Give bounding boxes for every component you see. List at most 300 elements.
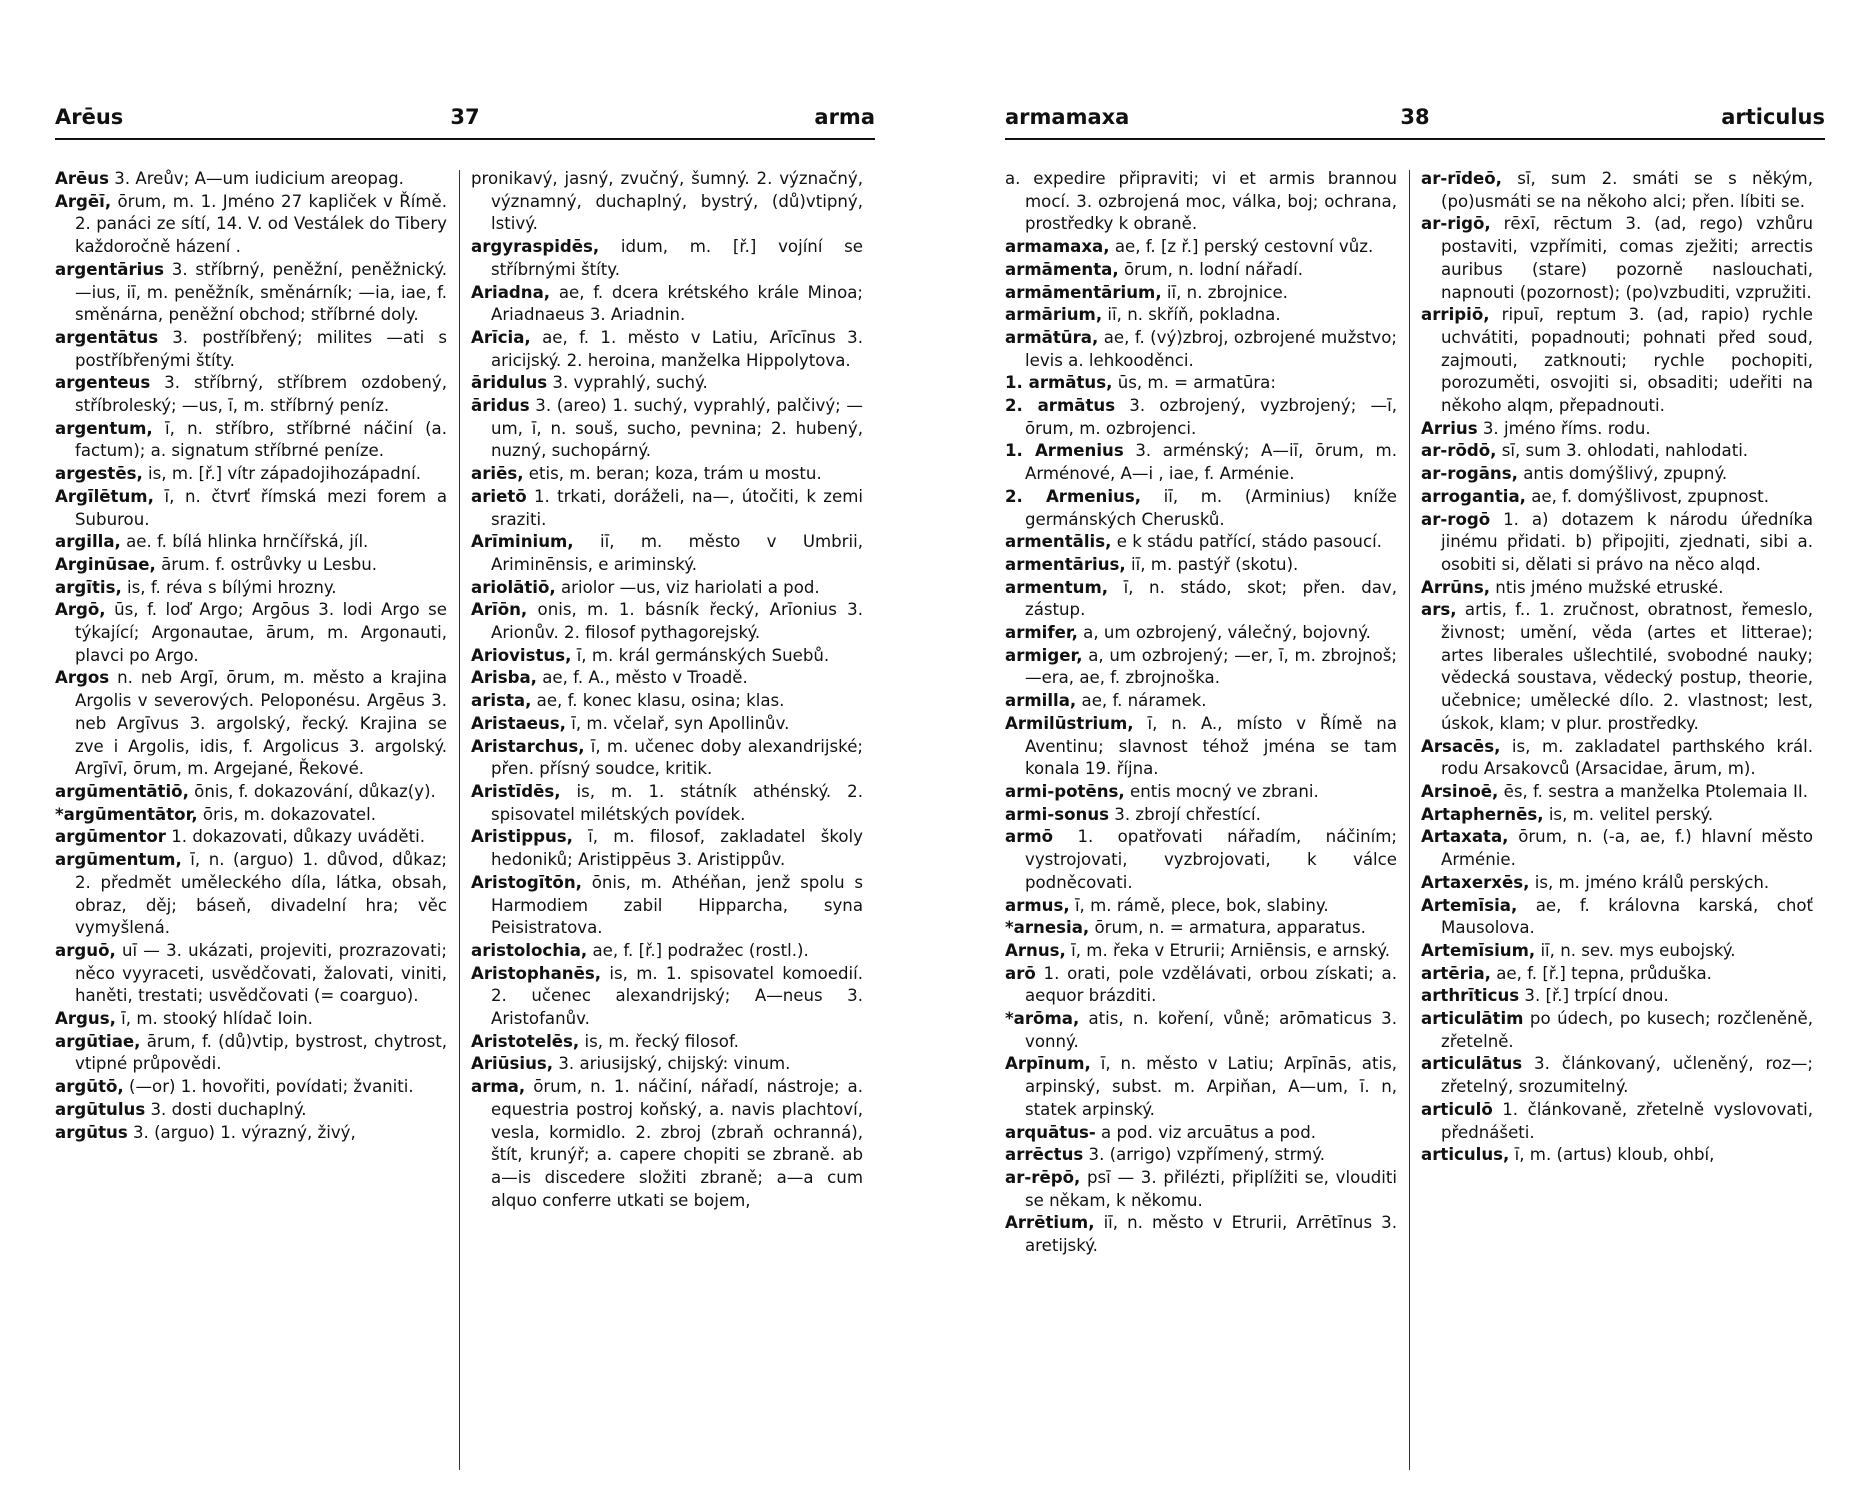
dictionary-entry: [55, 418, 447, 463]
headword: 2. armātus: [1005, 396, 1116, 416]
definition: (—or) 1. hovořiti, povídati; žvaniti.: [123, 1077, 414, 1097]
headword: Aristophanēs,: [471, 963, 602, 983]
headword: 2. Armenius,: [1005, 486, 1142, 506]
definition: ī, n. stříbro, stříbrné náčiní (a. factum); a. signatum stříbrné peníze.: [75, 418, 447, 461]
definition: sī, sum 3. ohlodati, nahlodati.: [1496, 441, 1749, 461]
dictionary-entry: [1421, 509, 1813, 577]
dictionary-entry: [1005, 327, 1397, 372]
headword: Artaxerxēs,: [1421, 872, 1530, 892]
dictionary-entry: [471, 667, 863, 690]
definition: 3. vyprahlý, suchý.: [547, 373, 708, 393]
dictionary-entry: [471, 372, 863, 395]
dictionary-entry: [1005, 713, 1397, 781]
dictionary-entry: [1005, 304, 1397, 327]
page-number: 37: [450, 105, 480, 129]
headword: āridulus: [471, 373, 548, 393]
dictionary-entry: [1005, 963, 1397, 1008]
definition: iī, n. město v Etrurii, Arrētīnus 3. aretijský.: [1025, 1213, 1397, 1256]
headword: Aristogītōn,: [471, 872, 582, 892]
definition: ōrum, n. 1. náčiní, nářadí, nástroje; a. equestria postroj koňský, a. navis plachtoví, vesla, kormidlo. 2. zbroj (zbraň ochranná), štít, krunýř; a. capere chopiti se zbraně. ab a—is discedere složiti zbraně; a—a cum alquo conferre utkati se bojem,: [491, 1077, 863, 1210]
definition: 3. (arguo) 1. výrazný, živý,: [127, 1122, 356, 1142]
dictionary-entry: [1005, 895, 1397, 918]
header-guide-word-right: arma: [814, 105, 875, 129]
dictionary-entry: [1005, 917, 1397, 940]
definition: 3. zbrojí chřestící.: [1109, 804, 1261, 824]
headword: argūtus: [55, 1122, 128, 1142]
dictionary-entry: [55, 486, 447, 531]
entry-column-1: [1005, 168, 1397, 1488]
definition: 3. dosti duchaplný.: [145, 1099, 307, 1119]
headword: argūtiae,: [55, 1031, 141, 1051]
definition: 3. stříbrný, stříbrem ozdobený, stříbroleský; —us, ī, m. stříbrný peníz.: [75, 373, 447, 416]
dictionary-entry: [471, 940, 863, 963]
dictionary-entry: [1421, 895, 1813, 940]
dictionary-entry: [471, 168, 863, 236]
definition: 1. trkati, doráželi, na—, útočiti, k zemi sraziti.: [491, 486, 863, 529]
definition: 1. dokazovati, důkazy uváděti.: [165, 827, 426, 847]
right-page: [1005, 0, 1825, 1500]
headword: Arrētium,: [1005, 1213, 1095, 1233]
headword: argentārius: [55, 259, 165, 279]
headword: *arōma,: [1005, 1009, 1080, 1029]
headword: argūtō,: [55, 1077, 124, 1097]
definition: ae, f. náramek.: [1076, 691, 1207, 711]
entry-column-1: [55, 168, 447, 1488]
definition: 3. Areův; A—um iudicium areopag.: [108, 169, 404, 188]
dictionary-entry: [55, 781, 447, 804]
definition: ae, f. konec klasu, osina; klas.: [531, 691, 785, 711]
page-header: [1005, 105, 1825, 135]
dictionary-entry: [55, 1031, 447, 1076]
dictionary-entry: [471, 395, 863, 463]
dictionary-entry: [1005, 826, 1397, 894]
dictionary-entry: [1421, 304, 1813, 418]
dictionary-entry: [55, 259, 447, 327]
definition: 3. (areo) 1. suchý, vyprahlý, palčivý; —um, ī, n. souš, sucho, pevnina; 2. hubený, nuzný, suchopárný.: [491, 396, 863, 461]
dictionary-entry: [55, 849, 447, 940]
definition: n. neb Argī, ōrum, m. město a krajina Argolis v severových. Peloponésu. Argēus 3. neb Argīvus 3. argolský, řecký. Krajina se zve i Argolis, idis, f. Argolicus 3. argolský. Argīvī, ōrum, m. Argejané, Řekové.: [75, 668, 447, 779]
headword: Arrius: [1421, 418, 1478, 438]
dictionary-entry: [55, 1099, 447, 1122]
headword: armāmenta,: [1005, 259, 1119, 279]
definition: ārum. f. ostrůvky u Lesbu.: [155, 554, 378, 574]
dictionary-entry: [1005, 236, 1397, 259]
definition: ī, m. král germánských Suebů.: [571, 645, 830, 665]
headword: Argō,: [55, 600, 106, 620]
entry-column-2: [1421, 168, 1813, 1488]
definition: iī, n. skříň, pokladna.: [1102, 305, 1281, 325]
dictionary-entry: [1005, 1144, 1397, 1167]
definition: is, m. 1. spisovatel komoedií. 2. učenec alexandrijský; A—neus 3. Aristofanův.: [491, 963, 863, 1029]
dictionary-entry: [471, 826, 863, 871]
headword: Aristarchus,: [471, 736, 585, 756]
definition: 3. postříbřený; milites —ati s postříbřenými štíty.: [75, 327, 447, 370]
definition: iī, n. zbrojnice.: [1161, 282, 1288, 302]
headword: armi-sonus: [1005, 804, 1110, 824]
dictionary-entry: [1005, 622, 1397, 645]
dictionary-entry: [471, 736, 863, 781]
definition: 3. článkovaný, učleněný, roz—; zřetelný, srozumitelný.: [1441, 1054, 1813, 1097]
definition: ōnis, m. Athéňan, jenž spolu s Harmodiem zabil Hipparcha, syna Peisistratova.: [491, 872, 863, 938]
headword: armiger,: [1005, 645, 1083, 665]
definition: is, m. velitel perský.: [1543, 804, 1714, 824]
headword: ar-rogō: [1421, 509, 1491, 529]
dictionary-entry: [471, 463, 863, 486]
headword: ariolātiō,: [471, 577, 556, 597]
headword: argentātus: [55, 327, 159, 347]
dictionary-entry: [471, 781, 863, 826]
dictionary-entry: [55, 599, 447, 667]
headword: Argīlētum,: [55, 486, 154, 506]
dictionary-entry: [1005, 645, 1397, 690]
headword: Arsacēs,: [1421, 736, 1501, 756]
headword: Aristotelēs,: [471, 1031, 580, 1051]
definition: idum, m. [ř.] vojíní se stříbrnými štíty.: [491, 237, 863, 279]
dictionary-entry: [1005, 1122, 1397, 1145]
headword: Ariadna,: [471, 282, 551, 302]
dictionary-entry: [1005, 577, 1397, 622]
definition: is, m. zakladatel parthského král. rodu Arsakovců (Arsacidae, ārum, m).: [1441, 736, 1813, 779]
definition: 3. stříbrný, peněžní, peněžnický. —ius, iī, m. peněžník, směnárník; —ia, iae, f. směnárna, peněžní obchod; stříbrné doly.: [75, 259, 447, 325]
dictionary-entry: [1421, 577, 1813, 600]
definition: ae, f. A., město v Troadě.: [536, 668, 748, 688]
dictionary-entry: [1005, 804, 1397, 827]
definition: ī, m. včelař, syn Apollinův.: [565, 713, 790, 733]
dictionary-entry: [1005, 440, 1397, 485]
dictionary-entry: [1005, 168, 1397, 236]
dictionary-entry: [1005, 486, 1397, 531]
definition: a pod. viz arcuātus a pod.: [1095, 1122, 1316, 1142]
dictionary-entry: [55, 372, 447, 417]
headword: ar-rigō,: [1421, 214, 1491, 234]
headword: Aristippus,: [471, 827, 573, 847]
dictionary-entry: [471, 577, 863, 600]
entry-column-2: [471, 168, 863, 1488]
dictionary-entry: [471, 1031, 863, 1054]
header-guide-word-right: articulus: [1721, 105, 1825, 129]
dictionary-entry: [1421, 599, 1813, 735]
headword: armentum,: [1005, 577, 1109, 597]
dictionary-entry: [55, 1076, 447, 1099]
headword: Aristīdēs,: [471, 781, 561, 801]
definition: ī, m. (artus) kloub, ohbí,: [1509, 1145, 1715, 1165]
dictionary-entry: [1421, 463, 1813, 486]
headword: Ariovistus,: [471, 645, 572, 665]
definition: is, m. jméno králů perských.: [1529, 872, 1770, 892]
headword: Arginūsae,: [55, 554, 156, 574]
definition: ūs, m. = armatūra:: [1112, 373, 1276, 393]
dictionary-entry: [55, 826, 447, 849]
headword: Arrūns,: [1421, 577, 1491, 597]
headword: *argūmentātor,: [55, 804, 198, 824]
dictionary-entry: [1421, 418, 1813, 441]
headword: Argos: [55, 668, 110, 688]
headword: articulō: [1421, 1099, 1493, 1119]
definition: ōrum, n. lodní nářadí.: [1118, 259, 1304, 279]
dictionary-entry: [1421, 1099, 1813, 1144]
definition: 3. (arrigo) vzpřímený, strmý.: [1083, 1145, 1326, 1165]
headword: arrēctus: [1005, 1145, 1084, 1165]
dictionary-entry: [55, 191, 447, 259]
dictionary-entry: [1005, 282, 1397, 305]
dictionary-entry: [471, 531, 863, 576]
headword: armi-potēns,: [1005, 781, 1125, 801]
dictionary-entry: [1005, 1212, 1397, 1257]
headword: ar-rōdō,: [1421, 441, 1497, 461]
headword: Argus,: [55, 1009, 116, 1029]
definition: iī, m. (Arminius) kníže germánských Cherusků.: [1025, 486, 1397, 529]
definition: ae, f. [ř.] tepna, průduška.: [1490, 963, 1712, 983]
headword: argūtulus: [55, 1099, 146, 1119]
dictionary-entry: [1421, 872, 1813, 895]
dictionary-entry: [471, 872, 863, 940]
dictionary-entry: [471, 690, 863, 713]
left-page: [55, 0, 875, 1500]
definition: uī — 3. ukázati, projeviti, prozrazovati; něco vyyraceti, usvědčovati, žalovati, viniti, haněti, trestati; usvědčovati (= coarguo).: [75, 940, 447, 1006]
headword: argentum,: [55, 418, 153, 438]
definition: ōnis, f. dokazování, důkaz(y).: [188, 781, 436, 801]
headword: Aristaeus,: [471, 713, 566, 733]
dictionary-entry: [1005, 1053, 1397, 1121]
dictionary-entry: [55, 463, 447, 486]
definition: ntis jméno mužské etruské.: [1490, 577, 1724, 597]
dictionary-entry: [1421, 486, 1813, 509]
dictionary-entry: [471, 236, 863, 281]
headword: Artemīsium,: [1421, 940, 1536, 960]
headword: Arēus: [55, 169, 109, 188]
dictionary-entry: [1421, 1053, 1813, 1098]
headword: Ariūsius,: [471, 1054, 554, 1074]
definition: ūs, f. loď Argo; Argōus 3. lodi Argo se týkající; Argonautae, ārum, m. Argonauti, plavci po Argo.: [75, 600, 447, 665]
definition: iī, m. pastýř (skotu).: [1125, 554, 1299, 574]
definition: 3. ariusijský, chijský: vinum.: [553, 1054, 791, 1074]
headword: armamaxa,: [1005, 237, 1110, 257]
definition: is, m. 1. státník athénský. 2. spisovatel milétských povídek.: [491, 781, 863, 824]
dictionary-entry: [55, 327, 447, 372]
dictionary-entry: [1421, 1008, 1813, 1053]
definition: ī, m. učenec doby alexandrijské; přen. přísný soudce, kritik.: [491, 736, 863, 779]
definition: a. expedire připraviti; vi et armis brannou mocí. 3. ozbrojená moc, válka, boj; ochrana, prostředky k obraně.: [1005, 169, 1397, 234]
headword: 1. armātus,: [1005, 373, 1113, 393]
dictionary-entry: [1005, 1008, 1397, 1053]
definition: psī — 3. přilézti, připlížiti se, vlouditi se někam, k někomu.: [1025, 1167, 1397, 1210]
headword: armārium,: [1005, 305, 1103, 325]
definition: ae, f. 1. město v Latiu, Arīcīnus 3. aricijský. 2. heroina, manželka Hippolytova.: [491, 327, 863, 370]
definition: ripuī, reptum 3. (ad, rapio) rychle uchvátiti, popadnouti; pohnati před soud, zajmouti, zatknouti; rychle pochopiti, porozuměti, osvojiti si, obsaditi; udeřiti na někoho alqm, přepadnouti.: [1441, 305, 1813, 416]
definition: etis, m. beran; koza, trám u mostu.: [523, 464, 822, 484]
definition: ī, n. stádo, skot; přen. dav, zástup.: [1025, 577, 1397, 620]
dictionary-entry: [471, 599, 863, 644]
headword: armilla,: [1005, 691, 1077, 711]
dictionary-entry: [55, 554, 447, 577]
headword: Arpīnum,: [1005, 1054, 1091, 1074]
dictionary-entry: [471, 713, 863, 736]
definition: ōris, m. dokazovatel.: [197, 804, 377, 824]
definition: ārum, f. (dů)vtip, bystrost, chytrost, vtipné průpovědi.: [75, 1031, 447, 1074]
dictionary-entry: [55, 804, 447, 827]
headword: 1. Armenius: [1005, 441, 1124, 461]
dictionary-entry: [55, 667, 447, 781]
column-divider: [1409, 170, 1410, 1470]
dictionary-entry: [1005, 940, 1397, 963]
dictionary-entry: [1421, 440, 1813, 463]
definition: ī, m. stooký hlídač Ioin.: [115, 1009, 313, 1029]
headword: armō: [1005, 827, 1054, 847]
headword: ar-rēpō,: [1005, 1167, 1081, 1187]
headword: ariēs,: [471, 464, 524, 484]
definition: is, m. řecký filosof.: [579, 1031, 739, 1051]
headword: ars,: [1421, 600, 1457, 620]
definition: is, m. [ř.] vítr západojihozápadní.: [142, 464, 422, 484]
headword: āridus: [471, 396, 530, 416]
definition: ī, n. čtvrť římská mezi forem a Suburou.: [75, 486, 447, 529]
definition: 3. arménský; A—iī, ōrum, m. Arménové, A—i , iae, f. Arménie.: [1025, 441, 1397, 484]
definition: ae, f. dcera krétského krále Minoa; Ariadnaeus 3. Ariadnin.: [491, 282, 863, 325]
headword: argyraspidēs,: [471, 237, 600, 257]
headword: Argēī,: [55, 191, 112, 211]
header-guide-word-left: armamaxa: [1005, 105, 1130, 129]
definition: 1. orati, pole vzdělávati, orbou získati; a. aequor brázditi.: [1025, 963, 1397, 1006]
dictionary-entry: [471, 486, 863, 531]
definition: onis, m. 1. básník řecký, Arīonius 3. Arionův. 2. filosof pythagorejský.: [491, 600, 863, 643]
definition: 3. [ř.] trpící dnou.: [1519, 986, 1669, 1006]
dictionary-entry: [1005, 531, 1397, 554]
headword: ar-rogāns,: [1421, 464, 1518, 484]
definition: ae, f. [ř.] podražec (rostl.).: [587, 940, 809, 960]
definition: 1. opatřovati nářadím, náčiním; vystrojovati, vyzbrojovati, k válce podněcovati.: [1025, 827, 1397, 892]
headword: argūmentum,: [55, 850, 182, 870]
dictionary-entry: [471, 645, 863, 668]
page-header: [55, 105, 875, 135]
dictionary-entry: [471, 282, 863, 327]
dictionary-entry: [55, 577, 447, 600]
definition: iī, m. město v Umbrii, Ariminēnsis, e ariminský.: [491, 532, 863, 574]
definition: po údech, po kusech; rozčleněně, zřetelně.: [1441, 1009, 1813, 1051]
dictionary-entry: [1421, 804, 1813, 827]
headword: arō: [1005, 963, 1036, 983]
headword: argūmentor: [55, 827, 166, 847]
headword: arripiō,: [1421, 305, 1490, 325]
headword: arrogantia,: [1421, 486, 1526, 506]
dictionary-entry: [1421, 736, 1813, 781]
definition: a, um ozbrojený, válečný, bojovný.: [1077, 623, 1371, 643]
definition: ariolor —us, viz hariolati a pod.: [555, 577, 820, 597]
header-rule: [1005, 138, 1825, 140]
dictionary-entry: [471, 1053, 863, 1076]
headword: argītis,: [55, 577, 122, 597]
headword: Arnus,: [1005, 940, 1066, 960]
definition: ī, m. řeka v Etrurii; Arniēnsis, e arnský.: [1065, 940, 1391, 960]
headword: Artemīsia,: [1421, 895, 1518, 915]
headword: armus,: [1005, 895, 1070, 915]
definition: iī, n. sev. mys eubojský.: [1535, 940, 1736, 960]
headword: argenteus: [55, 373, 151, 393]
definition: 1. a) dotazem k národu úředníka jinému přidati. b) připojiti, zjednati, sibi a. osobiti si, dělati si právo na něco alqd.: [1441, 509, 1813, 574]
definition: 3. ozbrojený, vyzbrojený; —ī, ōrum, m. ozbrojenci.: [1025, 396, 1397, 438]
headword: arista,: [471, 691, 532, 711]
definition: artis, f.. 1. zručnost, obratnost, řemeslo, živnost; umění, věda (artes et litterae); artes liberales ušlechtilé, svobodné nauky; vědecká soustava, vědecký postup, theorie, učebnice; umělecké dílo. 2. vlastnost; lest, úskok, klam; v plur. prostředky.: [1441, 600, 1813, 733]
headword: Arīminium,: [471, 532, 574, 552]
definition: ae, f. královna karská, choť Mausolova.: [1441, 895, 1813, 938]
headword: armentārius,: [1005, 554, 1126, 574]
headword: articulus,: [1421, 1145, 1510, 1165]
dictionary-entry: [471, 327, 863, 372]
dictionary-entry: [55, 531, 447, 554]
headword: artēria,: [1421, 963, 1491, 983]
headword: Armilūstrium,: [1005, 713, 1134, 733]
headword: argilla,: [55, 532, 121, 552]
headword: arquātus-: [1005, 1122, 1096, 1142]
definition: antis domýšlivý, zpupný.: [1517, 464, 1728, 484]
definition: ī, n. město v Latiu; Arpīnās, atis, arpinský, subst. m. Arpiňan, A—um, ī. n, statek arpinský.: [1025, 1054, 1397, 1119]
dictionary-entry: [1005, 554, 1397, 577]
headword: Artaphernēs,: [1421, 804, 1544, 824]
dictionary-entry: [1421, 985, 1813, 1008]
column-divider: [459, 170, 460, 1470]
definition: sī, sum 2. smáti se s někým, (po)usmáti se na někoho alci; přen. líbiti se.: [1441, 169, 1813, 211]
dictionary-entry: [1421, 168, 1813, 213]
definition: rēxī, rēctum 3. (ad, rego) vzhůru postaviti, vzpřímiti, comas zježiti; arrectis auribus (stare) pozorně naslouchati, napnouti (pozornost); (po)vzbuditi, vzpružiti.: [1441, 214, 1813, 302]
definition: ōrum, n. = armatura, apparatus.: [1089, 918, 1366, 938]
dictionary-entry: [1421, 826, 1813, 871]
definition: ī, m. rámě, plece, bok, slabiny.: [1069, 895, 1329, 915]
headword: armifer,: [1005, 623, 1078, 643]
definition: ae, f. domýšlivost, zpupnost.: [1525, 486, 1769, 506]
headword: Arisba,: [471, 668, 537, 688]
headword: armātūra,: [1005, 327, 1099, 347]
definition: pronikavý, jasný, zvučný, šumný. 2. význačný, významný, duchaplný, bystrý, (dů)vtipný, lstivý.: [471, 169, 863, 234]
headword: ar-rīdeō,: [1421, 169, 1502, 188]
dictionary-entry: [1005, 259, 1397, 282]
definition: e k stádu patřící, stádo pasoucí.: [1111, 532, 1382, 552]
headword: articulātus: [1421, 1054, 1523, 1074]
dictionary-entry: [1005, 690, 1397, 713]
page-number: 38: [1400, 105, 1430, 129]
dictionary-entry: [55, 940, 447, 1008]
headword: aristolochia,: [471, 940, 588, 960]
definition: ōrum, m. 1. Jméno 27 kapliček v Římě. 2. panáci ze sítí, 14. V. od Vestálek do Tibery každoročně házení .: [75, 191, 447, 257]
headword: arthrīticus: [1421, 986, 1520, 1006]
headword: arma,: [471, 1077, 526, 1097]
headword: argūmentātiō,: [55, 781, 189, 801]
definition: atis, n. koření, vůně; arōmaticus 3. vonný.: [1025, 1009, 1397, 1051]
definition: ī, n. A., místo v Římě na Aventinu; slavnost téhož jména se tam konala 19. října.: [1025, 713, 1397, 779]
headword: armentālis,: [1005, 532, 1112, 552]
headword: *arnesia,: [1005, 918, 1090, 938]
dictionary-entry: [1005, 395, 1397, 440]
headword: armāmentārium,: [1005, 282, 1162, 302]
dictionary-entry: [1005, 781, 1397, 804]
headword: Arīcia,: [471, 327, 531, 347]
headword: Artaxata,: [1421, 827, 1509, 847]
headword: argestēs,: [55, 464, 143, 484]
headword: arietō: [471, 486, 527, 506]
dictionary-entry: [471, 1076, 863, 1212]
dictionary-entry: [1005, 1167, 1397, 1212]
definition: ēs, f. sestra a manželka Ptolemaia II.: [1498, 781, 1809, 801]
definition: ī, n. (arguo) 1. důvod, důkaz; 2. předmět uměleckého díla, látka, obsah, obraz, děj; báseň, divadelní hra; věc vymyšlená.: [75, 850, 447, 938]
definition: 1. článkovaně, zřetelně vyslovovati, přednášeti.: [1441, 1099, 1813, 1142]
dictionary-entry: [55, 1008, 447, 1031]
dictionary-entry: [55, 168, 447, 191]
definition: entis mocný ve zbrani.: [1124, 781, 1319, 801]
dictionary-entry: [1421, 781, 1813, 804]
headword: Arsinoē,: [1421, 781, 1499, 801]
definition: is, f. réva s bílými hrozny.: [121, 577, 337, 597]
header-rule: [55, 138, 875, 140]
dictionary-entry: [1005, 372, 1397, 395]
dictionary-entry: [1421, 213, 1813, 304]
